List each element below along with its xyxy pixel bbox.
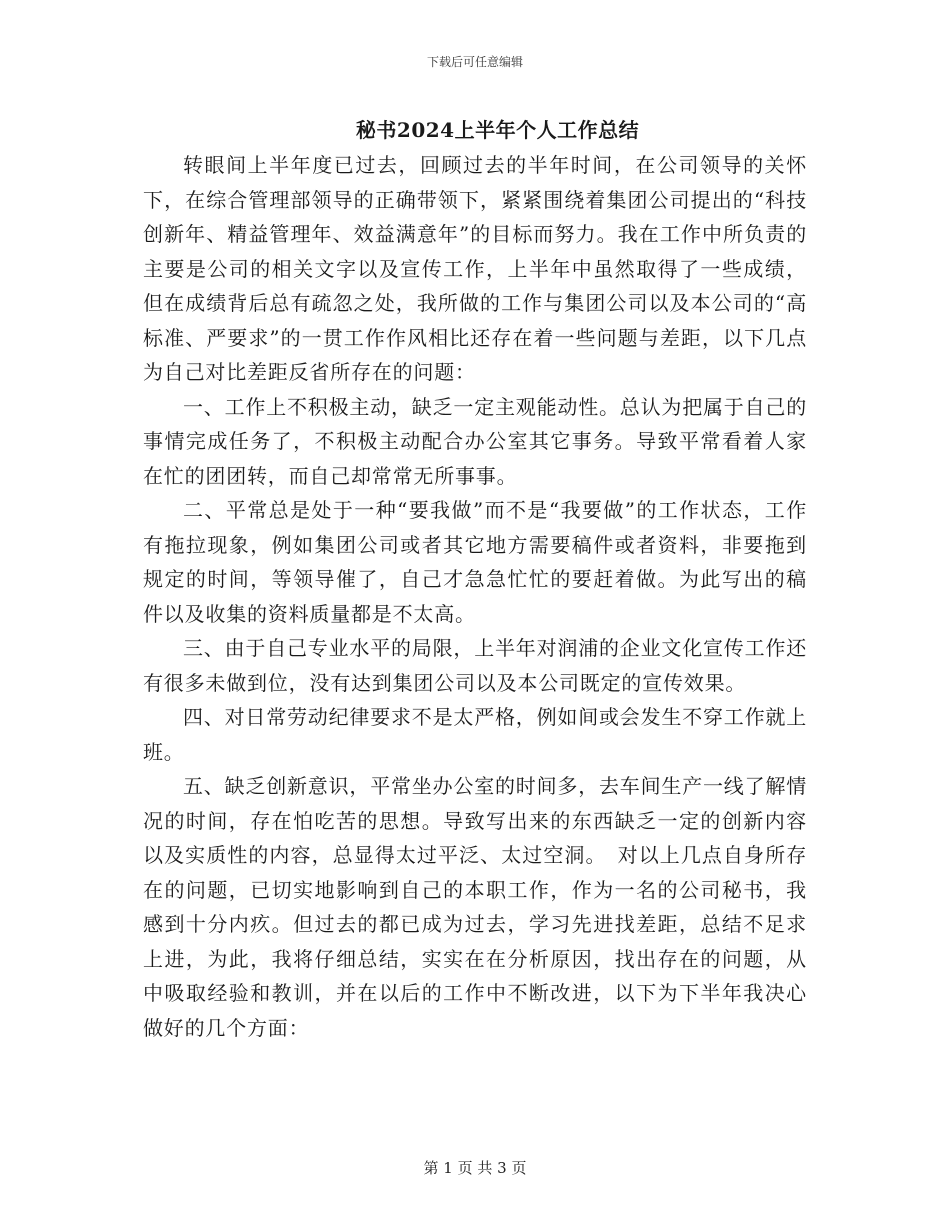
paragraph-item-1: 一、工作上不积极主动，缺乏一定主观能动性。总认为把属于自己的事情完成任务了，不积极主动配合办公室其它事务。导致平常看着人家在忙的团团转，而自己却常常无所事事。 bbox=[143, 394, 807, 488]
paragraph-intro: 转眼间上半年度已过去，回顾过去的半年时间，在公司领导的关怀下，在综合管理部领导的正确带领下，紧紧围绕着集团公司提出的“科技创新年、精益管理年、效益满意年”的目标而努力。我在工作中所负责的主要是公司的相关文字以及宣传工作，上半年中虽然取得了一些成绩，但在成绩背后总有疏忽之处，我所做的工作与集团公司以及本公司的“高标准、严要求”的一贯工作作风相比还存在着一些问题与差距，以下几点为自己对比差距反省所存在的问题： bbox=[143, 153, 807, 384]
header-note: 下载后可任意编辑 bbox=[426, 55, 523, 69]
paragraph-item-4: 四、对日常劳动纪律要求不是太严格，例如间或会发生不穿工作就上班。 bbox=[143, 705, 807, 764]
page-number: 第 1 页 共 3 页 bbox=[423, 1159, 527, 1177]
document-body bbox=[143, 148, 807, 1045]
paragraph-item-5: 五、缺乏创新意识，平常坐办公室的时间多，去车间生产一线了解情况的时间，存在怕吃苦的思想。导致写出来的东西缺乏一定的创新内容以及实质性的内容，总显得太过平泛、太过空洞。 对以上几点自身所存在的问题，已切实地影响到自己的本职工作，作为一名的公司秘书，我感到十分内疚。但过去的都已成为过去，学习先进找差距，总结不足求上进，为此，我将仔细总结，实实在在分析原因，找出存在的问题，从中吸取经验和教训，并在以后的工作中不断改进，以下为下半年我决心做好的几个方面： bbox=[143, 774, 807, 1040]
document-title: 秘书2024上半年个人工作总结 bbox=[355, 118, 640, 142]
paragraph-item-3: 三、由于自己专业水平的局限，上半年对润浦的企业文化宣传工作还有很多未做到位，没有达到集团公司以及本公司既定的宣传效果。 bbox=[143, 636, 807, 695]
paragraph-item-2: 二、平常总是处于一种“要我做”而不是“我要做”的工作状态，工作有拖拉现象，例如集团公司或者其它地方需要稿件或者资料，非要拖到规定的时间，等领导催了，自己才急急忙忙的要赶着做。为此写出的稿件以及收集的资料质量都是不太高。 bbox=[143, 498, 807, 626]
